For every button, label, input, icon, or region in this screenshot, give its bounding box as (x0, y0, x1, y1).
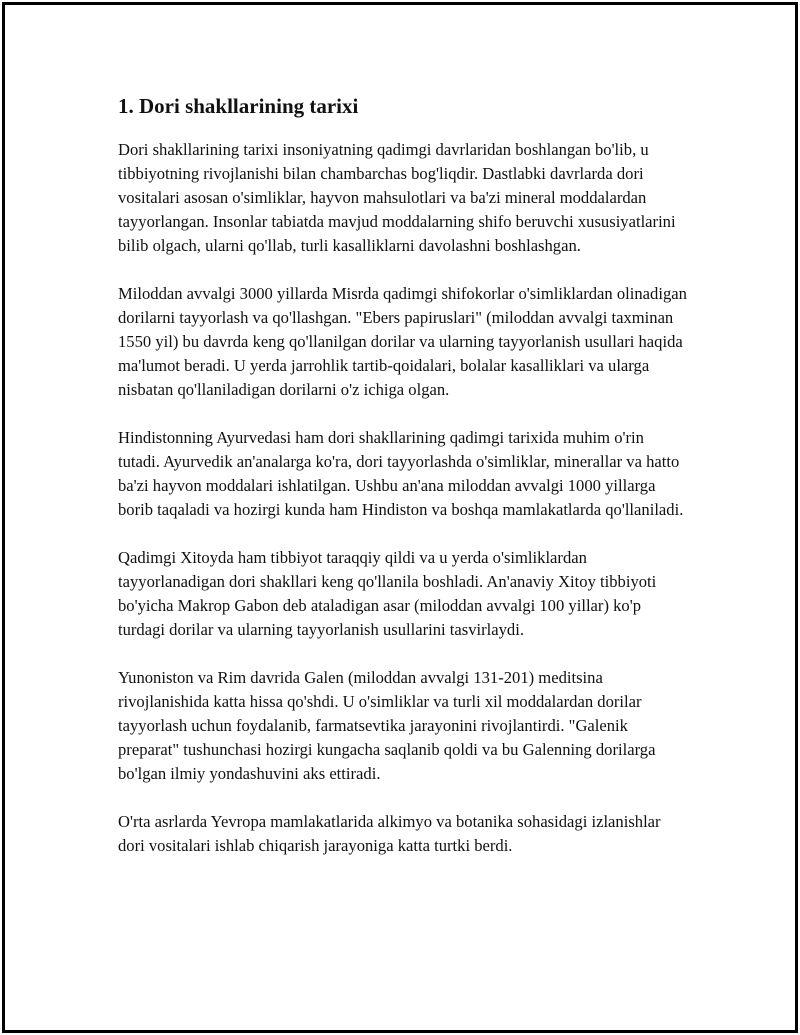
paragraph-6: O'rta asrlarda Yevropa mamlakatlarida alkimyo va botanika sohasidagi izlanishlar dori vositalari ishlab chiqarish jarayoniga katta turtki berdi. (118, 812, 661, 855)
paragraph-5: Yunoniston va Rim davrida Galen (miloddan avvalgi 131-201) meditsina rivojlanishida katta hissa qo'shdi. U o'simliklar va turli xil moddalardan dorilar tayyorlash uchun foydalanib, farmatsevtika jarayonini rivojlantirdi. "Galenik preparat" tushunchasi hozirgi kungacha saqlanib qoldi va bu Galenning dorilarga bo'lgan ilmiy yondashuvini aks ettiradi. (118, 668, 656, 783)
document-body (118, 92, 690, 882)
paragraph-1: Dori shakllarining tarixi insoniyatning qadimgi davrlaridan boshlangan bo'lib, u tibbiyotning rivojlanishi bilan chambarchas bog'liqdir. Dastlabki davrlarda dori vositalari asosan o'simliklar, hayvon mahsulotlari va ba'zi mineral moddalardan tayyorlangan. Insonlar tabiatda mavjud moddalarning shifo beruvchi xususiyatlarini bilib olgach, ularni qo'llab, turli kasalliklarni davolashni boshlashgan. (118, 140, 676, 255)
paragraph-3: Hindistonning Ayurvedasi ham dori shakllarining qadimgi tarixida muhim o'rin tutadi. Ayurvedik an'analarga ko'ra, dori tayyorlashda o'simliklar, minerallar va hatto ba'zi hayvon moddalari ishlatilgan. Ushbu an'ana miloddan avvalgi 1000 yillarga borib taqaladi va hozirgi kunda ham Hindiston va boshqa mamlakatlarda qo'llaniladi. (118, 428, 684, 519)
section-heading: 1. Dori shakllarining tarixi (118, 94, 359, 118)
paragraph-4: Qadimgi Xitoyda ham tibbiyot taraqqiy qildi va u yerda o'simliklardan tayyorlanadigan dori shakllari keng qo'llanila boshladi. An'anaviy Xitoy tibbiyoti bo'yicha Makrop Gabon deb ataladigan asar (miloddan avvalgi 100 yillar) ko'p turdagi dorilar va ularning tayyorlanish usullarini tasvirlaydi. (118, 548, 657, 639)
paragraph-2: Miloddan avvalgi 3000 yillarda Misrda qadimgi shifokorlar o'simliklardan olinadigan dorilarni tayyorlash va qo'llashgan. "Ebers papiruslari" (miloddan avvalgi taxminan 1550 yil) bu davrda keng qo'llanilgan dorilar va ularning tayyorlanish usullari haqida ma'lumot beradi. U yerda jarrohlik tartib-qoidalari, bolalar kasalliklari va ularga nisbatan qo'llaniladigan dorilarni o'z ichiga olgan. (118, 284, 687, 399)
